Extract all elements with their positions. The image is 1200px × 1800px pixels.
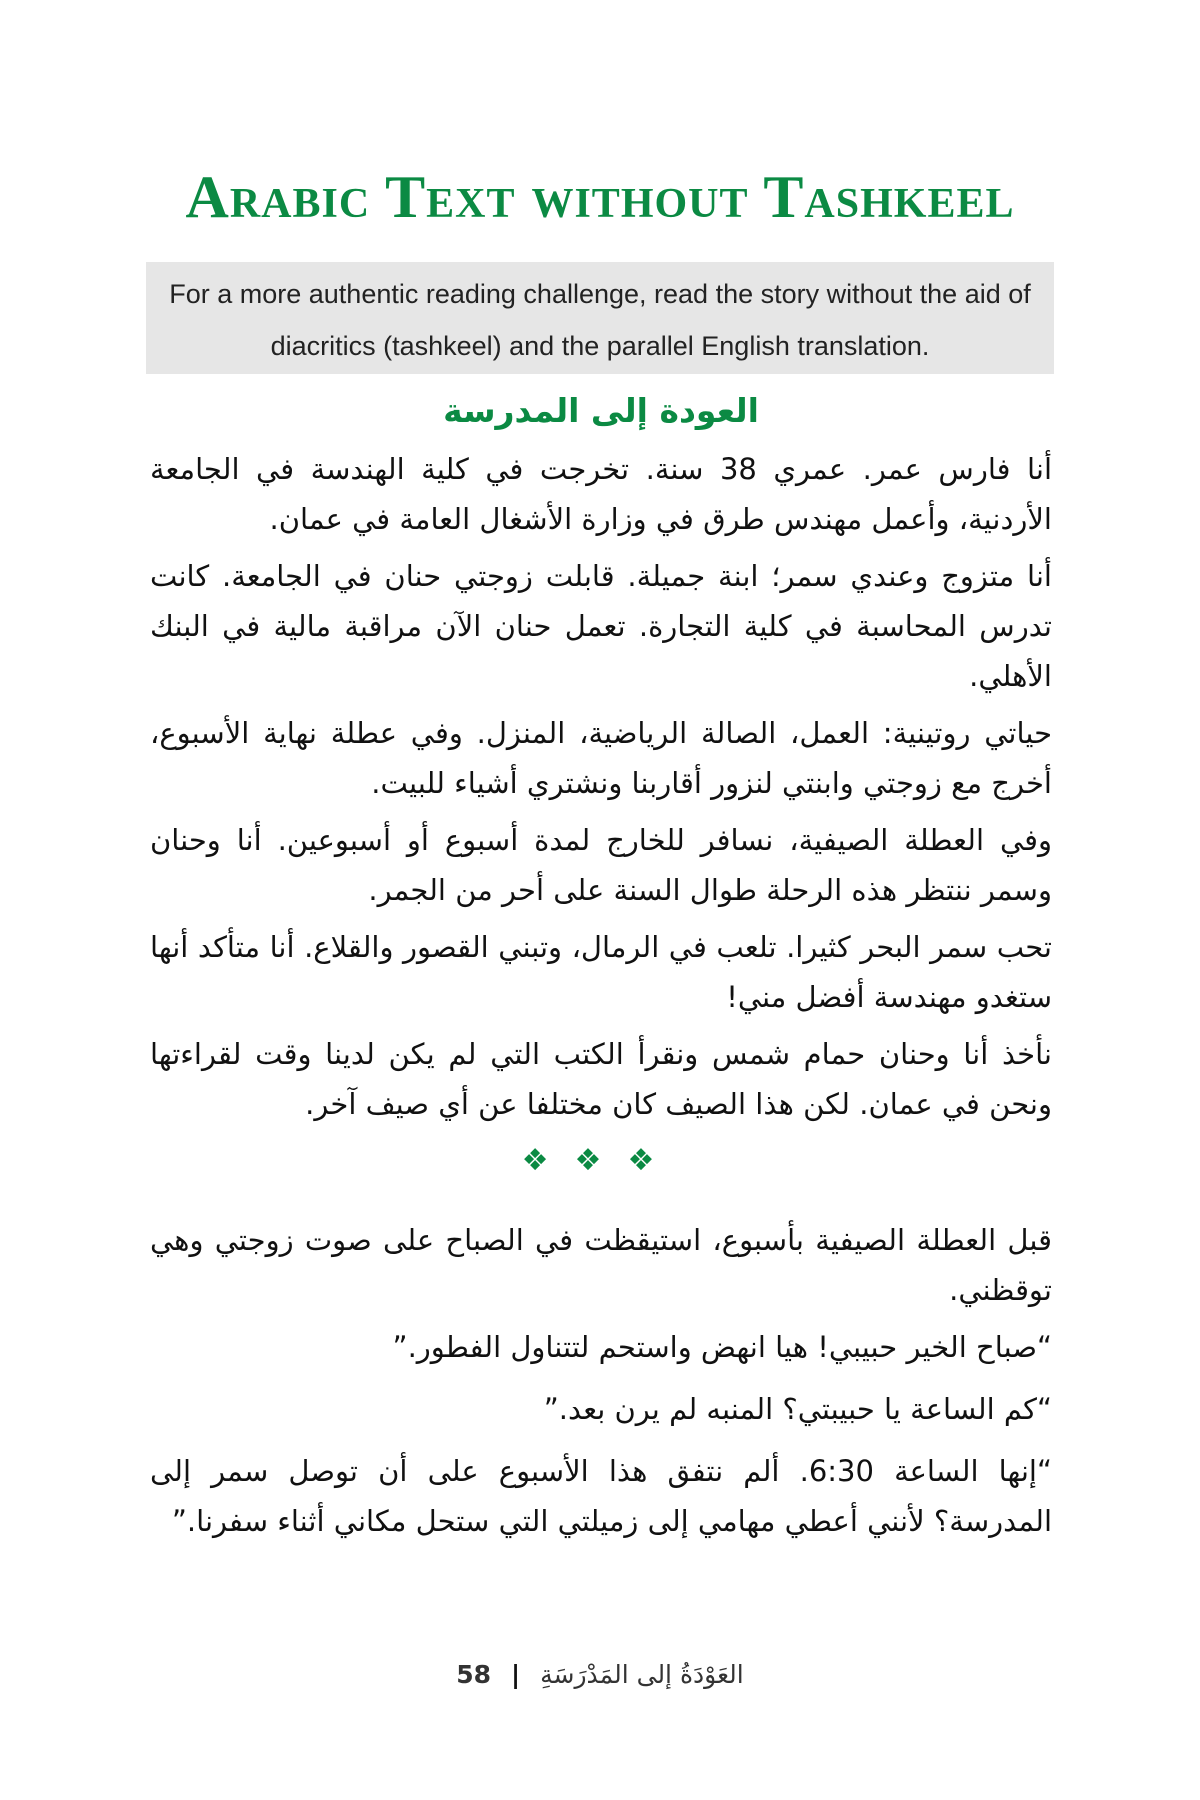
story-paragraph: أنا متزوج وعندي سمر؛ ابنة جميلة. قابلت زوجتي حنان في الجامعة. كانت تدرس المحاسبة في كلية التجارة. تعمل حنان الآن مراقبة مالية في البنك الأهلي. [150,559,1052,693]
story-body [150,386,1052,1558]
page-number: 58 [456,1660,492,1689]
running-title: العَوْدَةُ إلى المَدْرَسَةِ [540,1660,744,1689]
story-paragraph: حياتي روتينية: العمل، الصالة الرياضية، المنزل. وفي عطلة نهاية الأسبوع، أخرج مع زوجتي وابنتي لنزور أقاربنا ونشتري أشياء للبيت. [150,716,1052,800]
story-paragraph: نأخذ أنا وحنان حمام شمس ونقرأ الكتب التي لم يكن لدينا وقت لقراءتها ونحن في عمان. لكن هذا الصيف كان مختلفا عن أي صيف آخر. [150,1037,1052,1121]
story-paragraph: تحب سمر البحر كثيرا. تلعب في الرمال، وتبني القصور والقلاع. أنا متأكد أنها ستغدو مهندسة أفضل مني! [150,930,1052,1014]
page-footer [0,1660,1200,1689]
page-title: Arabic Text without Tashkeel [185,164,1015,230]
story-title: العودة إلى المدرسة [443,391,759,430]
story-paragraph: أنا فارس عمر. عمري 38 سنة. تخرجت في كلية الهندسة في الجامعة الأردنية، وأعمل مهندس طرق في وزارة الأشغال العامة في عمان. [150,452,1052,536]
dialogue-line: “صباح الخير حبيبي! هيا انهض واستحم لتتناول الفطور.” [392,1330,1052,1364]
section-divider-icon: ❖❖❖ [521,1143,681,1178]
footer-separator: | [511,1660,521,1689]
story-paragraph: قبل العطلة الصيفية بأسبوع، استيقظت في الصباح على صوت زوجتي وهي توقظني. [150,1223,1052,1307]
story-paragraph: وفي العطلة الصيفية، نسافر للخارج لمدة أسبوع أو أسبوعين. أنا وحنان وسمر ننتظر هذه الرحلة طوال السنة على أحر من الجمر. [150,823,1052,907]
dialogue-line: “إنها الساعة 6:30. ألم نتفق هذا الأسبوع على أن توصل سمر إلى المدرسة؟ لأنني أعطي مهامي إلى زميلتي التي ستحل مكاني أثناء سفرنا.” [150,1454,1052,1538]
dialogue-line: “كم الساعة يا حبيبتي؟ المنبه لم يرن بعد.” [543,1392,1052,1426]
intro-note: For a more authentic reading challenge, read the story without the aid of diacritics (tashkeel) and the parallel English translation. [146,262,1054,374]
